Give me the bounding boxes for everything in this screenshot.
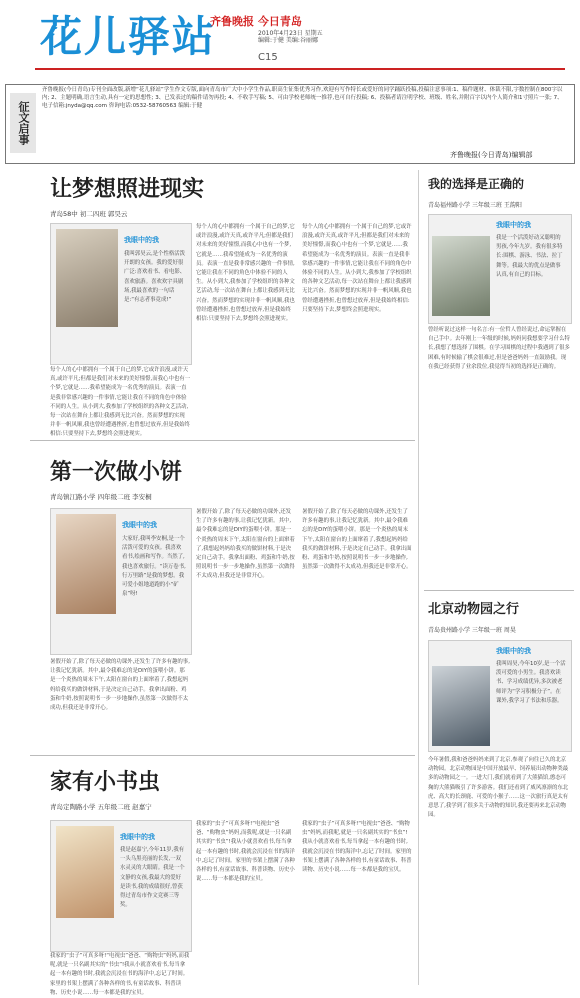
article-title: 第一次做小饼 <box>50 460 183 485</box>
article-body-col1: 每个人的心中都拥有一个属于自己的梦,它或许浪漫,或许天真,或许平凡;但都是我们对未来的美好憧憬,而我心中也有一个梦,它就是……我希望能成为一名优秀的演员。表演一直是我非常感兴趣的一件事情,它能让我在不同的角色中体验不同的人生。从小到大,我参加了学校组织的各种文艺活动,每一次站在舞台上都让我感到无比兴奋。然而梦想的实现并非一帆风顺,我也曾经遭遇挫折,也曾想过放弃,但是我始终相信:只要坚持下去,梦想终会照进现实。 <box>50 367 191 438</box>
article-title: 北京动物园之行 <box>428 602 520 617</box>
notice-signature: 齐鲁晚报(今日青岛)编辑部 <box>450 151 533 159</box>
page-number: C15 <box>258 52 278 63</box>
author-intro: 大家好,我叫李安桐,是一个活泼可爱的女孩。我喜欢看书,绘画和写作。当然了,我也喜欢旅行。“读万卷书,行万里路”是我的梦想。我可爱小姐地道跑的小“矿泉”呀! <box>122 536 186 598</box>
article-body-col3: 我家的“虫子”可真多呀!“电视虫”爸爸、“购物虫”妈妈,而我呢,就是一只名副其实的“书虫”!我从小就喜欢看书,每当拿起一本有趣的书时,我就会沉浸在书的海洋中,忘记了时间。家里的书架上摆满了各种各样的书,有童话故事、科普读物、历史小说……每一本都是我的宝贝。 <box>302 821 412 874</box>
profile-tag: 我眼中的我 <box>124 236 159 244</box>
newspaper-brand: 齐鲁晚报 今日青岛 <box>210 15 302 28</box>
issue-info <box>258 30 323 44</box>
article-body-col2: 每个人的心中都拥有一个属于自己的梦,它或许浪漫,或许天真,或许平凡;但都是我们对未来的美好憧憬,而我心中也有一个梦,它就是……我希望能成为一名优秀的演员。表演一直是我非常感兴趣的一件事情,它能让我在不同的角色中体验不同的人生。从小到大,我参加了学校组织的各种文艺活动,每一次站在舞台上都让我感到无比兴奋。然而梦想的实现并非一帆风顺,我也曾经遭遇挫折,也曾想过放弃,但是我始终相信:只要坚持下去,梦想终会照进现实。 <box>196 224 295 323</box>
page-title: 花儿驿站 <box>40 12 217 61</box>
author-intro: 我是一个活泼好动又聪明的男孩,今年九岁。我有很多特长:围棋、游泳、书法、拉丁舞等。我最大的优点是做事认真,有自己的目标。 <box>496 235 563 278</box>
masthead-divider <box>35 68 565 70</box>
profile-tag: 我眼中的我 <box>496 647 531 655</box>
article-title: 家有小书虫 <box>50 770 161 795</box>
author-photo <box>56 826 114 918</box>
article-byline: 青岛58中 初二四班 郭昊云 <box>50 210 128 218</box>
profile-tag: 我眼中的我 <box>496 221 531 229</box>
article-byline: 青岛贵州路小学 三年级一班 周昊 <box>428 627 516 634</box>
author-intro: 我叫周昊,今年10岁,是一个活泼可爱的小男生。我喜欢读书、学习成绩优异,多次被老师评为“学习积极分子”。在课外,我学习了书法和乐器。 <box>496 661 566 704</box>
profile-tag: 我眼中的我 <box>120 833 155 841</box>
article-body-col1: 暑假开始了,除了每天必做的功课外,还发生了许多有趣的事,让我记忆犹新。其中,最令我难忘的是DIY的蛋喂小饼。那是一个炎热的周末下午,太阳在窗台的上面窜着了,我想起妈妈给我买的做饼材料,于是决定自己动手。我拿出面粉、鸡蛋和牛奶,按照说明书一步一步地操作,虽然第一次做得不太成功,但我还是非常开心。 <box>50 659 190 712</box>
article-divider <box>30 755 415 756</box>
article-divider <box>424 590 574 591</box>
article-title: 让梦想照进现实 <box>50 177 205 202</box>
issue-editors: 编辑:于健 美编:谷丽娜 <box>258 37 318 44</box>
article-byline: 青岛镇江路小学 四年级二班 李安桐 <box>50 493 152 501</box>
article-divider <box>30 440 415 441</box>
article-title: 我的选择是正确的 <box>428 177 525 191</box>
author-photo <box>56 229 118 327</box>
article-body: 今年暑假,我和爸爸妈妈来到了北京,参观了向往已久的北京动物园。北京动物园是中国开放最早、饲养展出动物种类最多的动物园之一。一进大门,我们就看到了大熊猫馆,憨态可掬的大熊猫吸引了许多游客。我们还看到了威风凛凛的东北虎、高大的长颈鹿、可爱的小猴子……这一次旅行真是太有意思了,我学到了很多关于动物的知识,我还要再来北京动物园。 <box>428 757 569 819</box>
author-intro: 我是赵嘉宁,今年11岁,我有一头乌黑亮丽的长发,一双水灵灵的大眼睛。我是一个文静的女孩,我最大的爱好是读书,我的成绩很好,曾获得过青岛市作文竞赛三等奖。 <box>120 847 185 909</box>
article-body-col3: 暑假开始了,除了每天必做的功课外,还发生了许多有趣的事,让我记忆犹新。其中,最令我难忘的是DIY的蛋喂小饼。那是一个炎热的周末下午,太阳在窗台的上面窜着了,我想起妈妈给我买的做饼材料,于是决定自己动手。我拿出面粉、鸡蛋和牛奶,按照说明书一步一步地操作,虽然第一次做得不太成功,但我还是非常开心。 <box>302 509 412 571</box>
article-byline: 青岛定陶路小学 五年级二班 赵嘉宁 <box>50 803 152 811</box>
article-body-col3: 每个人的心中都拥有一个属于自己的梦,它或许浪漫,或许天真,或许平凡;但都是我们对未来的美好憧憬,而我心中也有一个梦,它就是……我希望能成为一名优秀的演员。表演一直是我非常感兴趣的一件事情,它能让我在不同的角色中体验不同的人生。从小到大,我参加了学校组织的各种文艺活动,每一次站在舞台上都让我感到无比兴奋。然而梦想的实现并非一帆风顺,我也曾经遭遇挫折,也曾想过放弃,但是我始终相信:只要坚持下去,梦想终会照进现实。 <box>302 224 412 313</box>
author-photo <box>432 236 490 316</box>
column-divider <box>418 170 419 985</box>
article-body-col2: 我家的“虫子”可真多呀!“电视虫”爸爸、“购物虫”妈妈,而我呢,就是一只名副其实的“书虫”!我从小就喜欢看书,每当拿起一本有趣的书时,我就会沉浸在书的海洋中,忘记了时间。家里的书架上摆满了各种各样的书,有童话故事、科普读物、历史小说……每一本都是我的宝贝。 <box>196 821 295 883</box>
author-photo <box>432 666 490 746</box>
author-intro: 我叫郭昊云,是个性格活泼开朗的女孩。我的爱好很广泛:喜欢看书、看电影、喜欢旅游。喜欢欢宇具剧场,我最喜欢的一句话是:“有志者事竟成!” <box>124 251 186 304</box>
article-body: 曾经听说过这样一句名言:有一位哲人曾经说过,命运掌握在自己手中。去年刚上一年级的时候,妈妈问我想要学习什么特长,我想了想选择了围棋。在学习围棋的过程中我遇到了很多困难,有时候输了棋会很难过,但是爸爸妈妈一直鼓励我。现在我已经获得了业余段位,我觉得当初的选择是正确的。 <box>428 327 570 370</box>
profile-tag: 我眼中的我 <box>122 521 157 529</box>
notice-label: 征文启事 <box>10 93 36 153</box>
notice-text: 齐鲁晚报(今日青岛)专刊全面改版,新增“花儿驿站”学生作文专版,面向青岛市广大中小学生作品,职高生征集优秀习作,欢迎有写作特长或爱好的同学踊跃投稿,投稿注意事项:1、稿件题材、体裁不限,字数控制在800字以内; 2、主题明确,语言生动,具有一定的思想性; 3、已发表过的稿件请勿再投; 4、不收手写稿; 5、可由学校老师统一推荐,也可自行投稿; 6、投稿者请注明学校、班级、姓名,并附百字以内个人简介和1寸照片一张; 7、电子信箱:jnyda@qq.com 咨询电话:0532-58760563 编辑:于健 <box>42 87 563 109</box>
article-body-col1: 我家的“虫子”可真多呀!“电视虫”爸爸、“购物虫”妈妈,而我呢,就是一只名副其实的“书虫”!我从小就喜欢看书,每当拿起一本有趣的书时,我就会沉浸在书的海洋中,忘记了时间。家里的书架上摆满了各种各样的书,有童话故事、科普读物、历史小说……每一本都是我的宝贝。 <box>50 953 190 996</box>
issue-date: 2010年4月23日 星期五 <box>258 30 323 37</box>
author-photo <box>56 514 116 614</box>
article-byline: 青岛福州路小学 三年级三班 王韵阳 <box>428 202 522 209</box>
article-body-col2: 暑假开始了,除了每天必做的功课外,还发生了许多有趣的事,让我记忆犹新。其中,最令我难忘的是DIY的蛋喂小饼。那是一个炎热的周末下午,太阳在窗台的上面窜着了,我想起妈妈给我买的做饼材料,于是决定自己动手。我拿出面粉、鸡蛋和牛奶,按照说明书一步一步地操作,虽然第一次做得不太成功,但我还是非常开心。 <box>196 509 295 580</box>
